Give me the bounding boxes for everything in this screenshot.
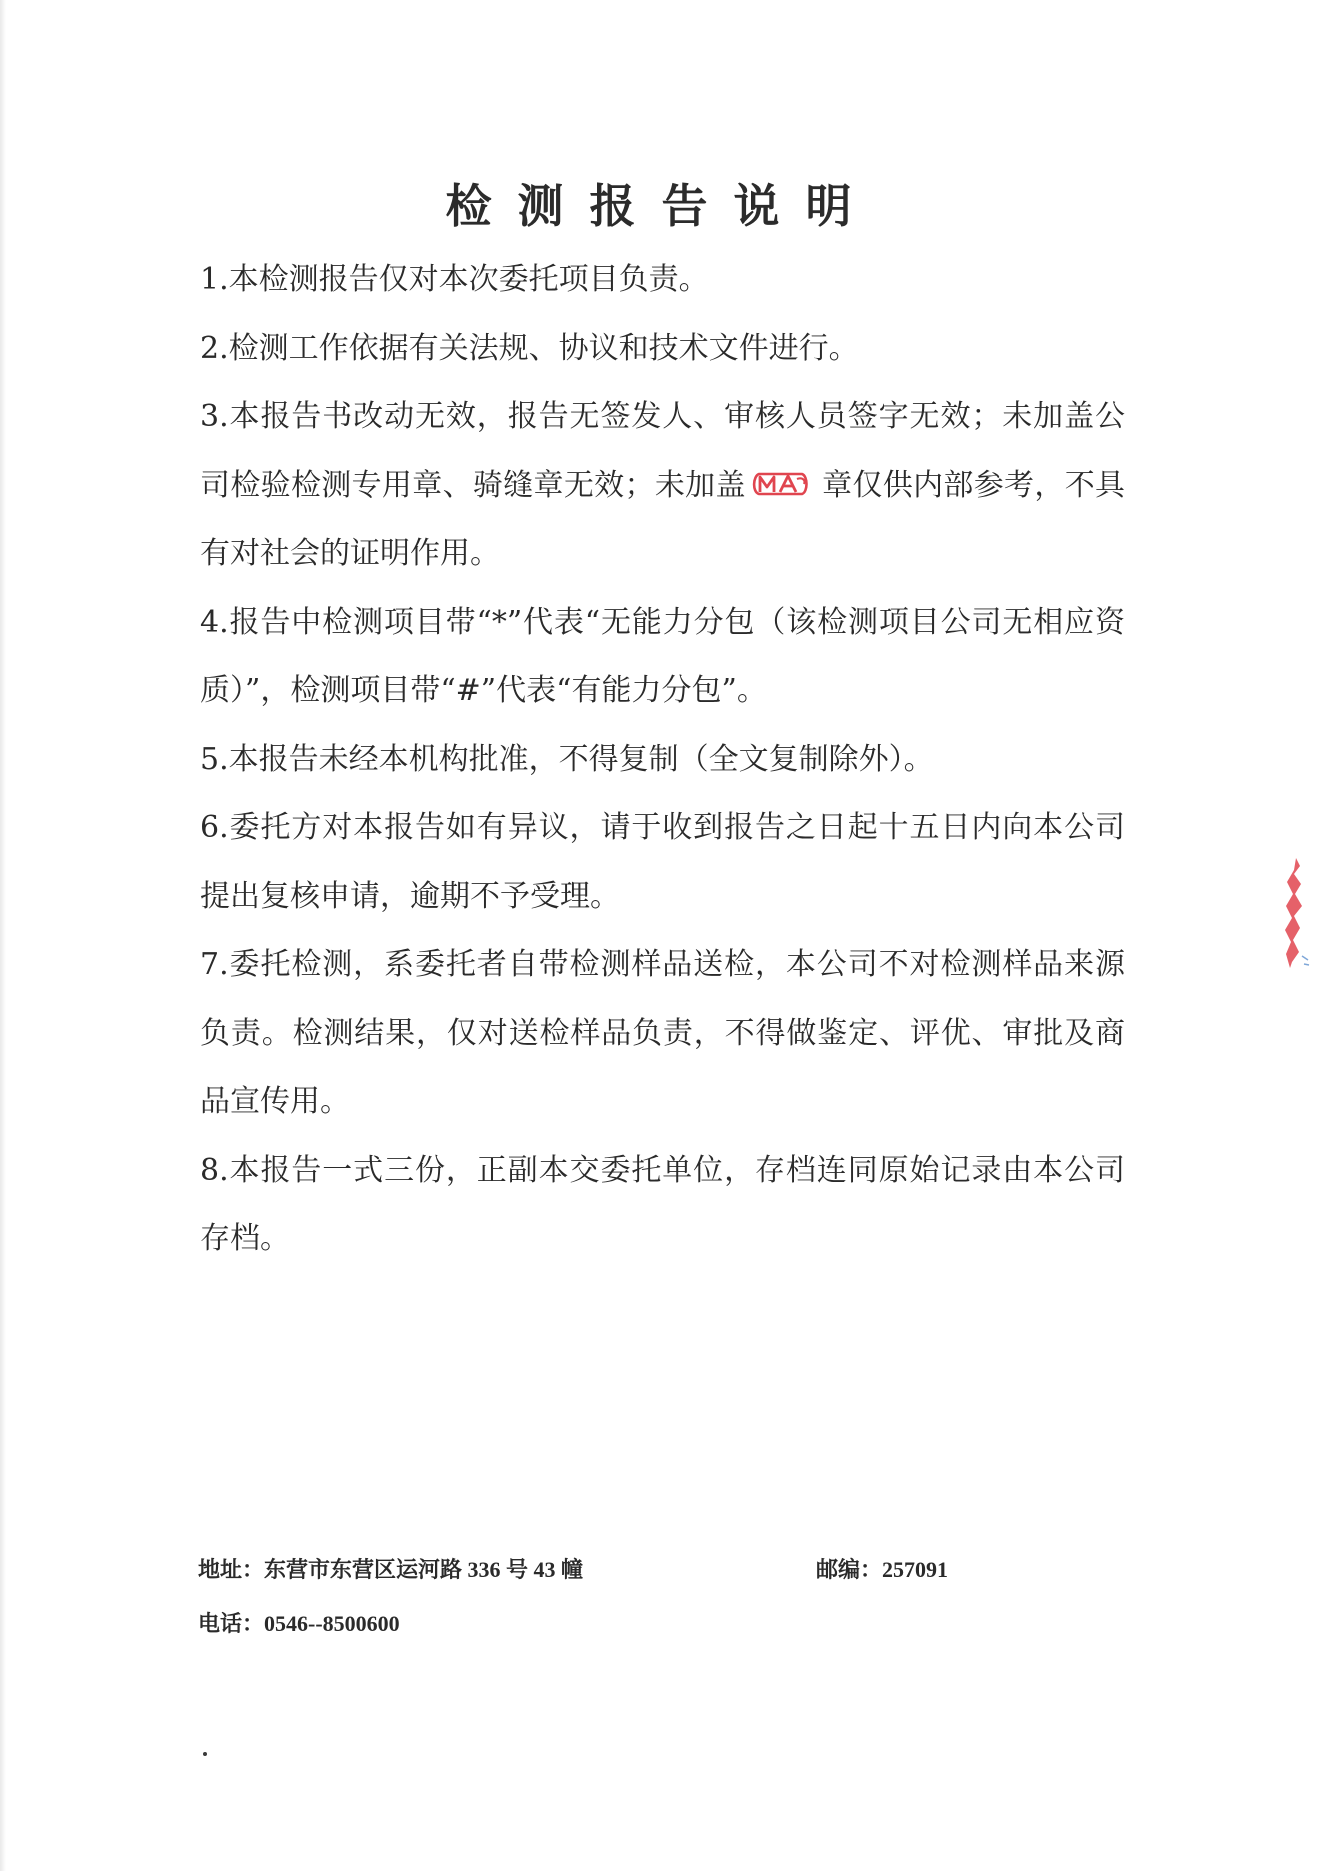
cma-mark-svg [750,470,812,498]
postcode-value: 257091 [882,1557,949,1582]
address-label: 地址： [198,1557,265,1582]
phone-row [198,1597,1118,1651]
address-row [198,1543,1118,1597]
scan-edge [0,0,6,1871]
clause-6: 6.委托方对本报告如有异议，请于收到报告之日起十五日内向本公司提出复核申请，逾期不予受理。 [200,810,1125,914]
clause-list [200,246,1125,1274]
scan-dot [203,1752,207,1756]
phone-label: 电话： [198,1611,265,1636]
contact-footer [198,1543,1118,1651]
clause-7: 7.委托检测，系委托者自带检测样品送检，本公司不对检测样品来源负责。检测结果，仅对送检样品负责，不得做鉴定、评优、审批及商品宣传用。 [200,947,1125,1119]
clause-3-text-after: 章仅供内部参考，不具有对社会的证明作用。 [200,467,1126,571]
clause-4: 4.报告中检测项目带“*”代表“无能力分包（该检测项目公司无相应资质）”，检测项目带“#”代表“有能力分包”。 [200,604,1125,708]
clause-2: 2.检测工作依据有关法规、协议和技术文件进行。 [200,330,859,366]
phone-value: 0546--8500600 [264,1611,400,1636]
clause-3 [200,383,1125,589]
clause-8: 8.本报告一式三份，正副本交委托单位，存档连同原始记录由本公司存档。 [200,1152,1125,1256]
page-title: 检测报告说明 [445,179,878,233]
clause-5: 5.本报告未经本机构批准，不得复制（全文复制除外）。 [200,741,934,777]
seam-stamp-fragment-icon [1280,858,1310,968]
clause-3-text-before: 3.本报告书改动无效，报告无签发人、审核人员签字无效；未加盖公司检验检测专用章、骑缝章无效；未加盖 [200,399,1125,503]
postcode-label: 邮编： [816,1557,883,1582]
cma-mark-icon [750,455,812,483]
clause-1: 1.本检测报告仅对本次委托项目负责。 [200,262,709,297]
postcode-block [816,1543,948,1597]
address-value: 东营市东营区运河路 336 号 43 幢 [264,1557,584,1582]
